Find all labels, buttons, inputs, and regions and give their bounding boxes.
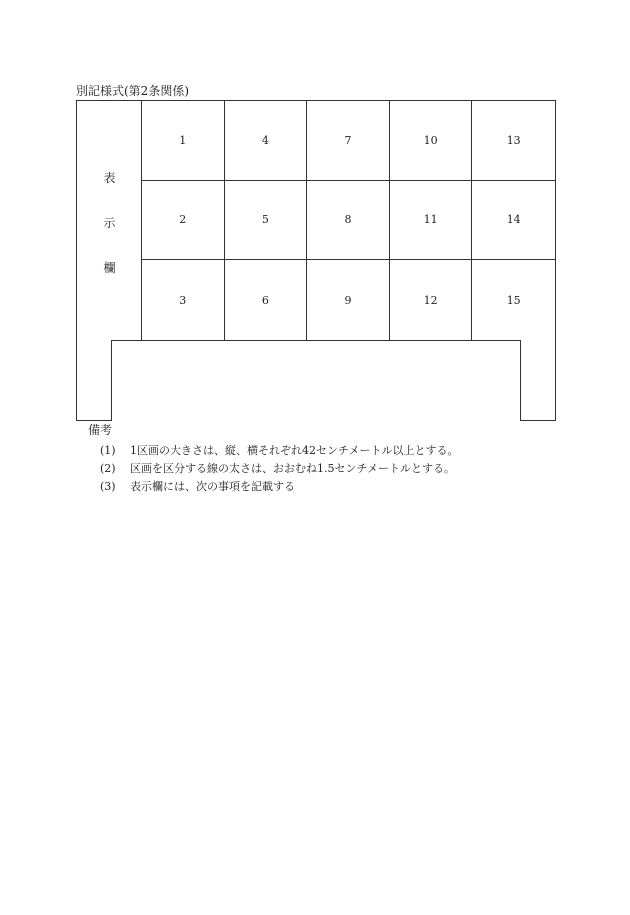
display-char-1: 表	[103, 171, 116, 185]
remark-number: (2)	[100, 462, 116, 475]
remark-text: 区画を区分する線の太さは、おおむね1.5センチメートルとする。	[130, 462, 456, 475]
grid-cell: 12	[390, 260, 473, 340]
display-char-2: 示	[103, 216, 116, 230]
grid-cell: 9	[307, 260, 390, 340]
form-title: 別記様式(第2条関係)	[76, 84, 189, 98]
grid-cell: 2	[142, 181, 225, 261]
remark-text: 表示欄には、次の事項を記載する	[130, 480, 295, 493]
grid-cell: 3	[142, 260, 225, 340]
right-leg	[520, 340, 556, 421]
remark-number: (3)	[100, 480, 116, 493]
grid-cell: 4	[225, 101, 308, 181]
remark-item	[100, 480, 295, 494]
remark-number: (1)	[100, 444, 116, 457]
grid-cell: 13	[472, 101, 555, 181]
remark-item	[100, 444, 459, 458]
grid-cell: 10	[390, 101, 473, 181]
signboard-frame	[76, 100, 556, 341]
display-column	[77, 101, 142, 340]
grid-cell: 6	[225, 260, 308, 340]
grid-cell: 14	[472, 181, 555, 261]
grid-cell: 7	[307, 101, 390, 181]
remark-text: 1区画の大きさは、縦、横それぞれ42センチメートル以上とする。	[130, 444, 459, 457]
left-leg	[76, 340, 112, 421]
display-char-3: 欄	[103, 261, 116, 275]
grid-cell: 8	[307, 181, 390, 261]
grid-cell: 5	[225, 181, 308, 261]
grid-cell: 11	[390, 181, 473, 261]
remarks-heading: 備考	[88, 423, 113, 437]
grid-cell: 1	[142, 101, 225, 181]
remark-item	[100, 462, 455, 476]
grid-cell: 15	[506, 293, 521, 307]
section-grid	[142, 101, 555, 340]
